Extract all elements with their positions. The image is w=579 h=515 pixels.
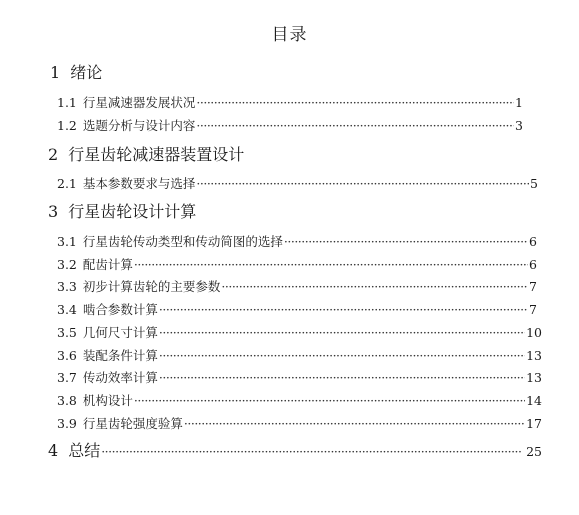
entry-page-number: 14	[526, 393, 542, 408]
dot-leader	[221, 279, 528, 294]
toc-entry-1-2[interactable]	[57, 116, 523, 134]
chapter-title: 行星齿轮设计计算	[68, 202, 197, 221]
toc-entry-3-1[interactable]	[57, 232, 537, 250]
entry-title: 初步计算齿轮的主要参数	[82, 279, 221, 294]
entry-number: 3.7	[57, 370, 77, 385]
toc-entry-3-3[interactable]	[57, 277, 537, 295]
toc-chapter-1[interactable]	[50, 60, 102, 83]
entry-number: 3.8	[57, 393, 77, 408]
entry-title: 行星齿轮传动类型和传动简图的选择	[82, 234, 283, 249]
toc-entry-3-9[interactable]	[57, 414, 542, 432]
entry-title: 行星减速器发展状况	[82, 95, 196, 110]
entry-title: 选题分析与设计内容	[82, 118, 196, 133]
entry-title: 基本参数要求与选择	[82, 176, 196, 191]
chapter-title: 总结	[68, 441, 101, 460]
dot-leader	[196, 95, 514, 110]
toc-entry-1-1[interactable]	[57, 93, 523, 111]
entry-page-number: 3	[515, 118, 523, 133]
dot-leader	[134, 393, 525, 408]
entry-page-number: 7	[529, 302, 537, 317]
entry-page-number: 5	[530, 176, 538, 191]
dot-leader	[196, 176, 529, 191]
entry-number: 3.6	[57, 348, 77, 363]
dot-leader	[284, 234, 528, 249]
dot-leader	[159, 325, 525, 340]
entry-number: 3.5	[57, 325, 77, 340]
entry-page-number: 7	[529, 279, 537, 294]
entry-number: 3.3	[57, 279, 77, 294]
entry-number: 3.2	[57, 257, 77, 272]
entry-title: 配齿计算	[82, 257, 133, 272]
toc-entry-3-4[interactable]	[57, 300, 537, 318]
dot-leader	[159, 302, 528, 317]
entry-page-number: 13	[526, 370, 542, 385]
dot-leader	[134, 257, 528, 272]
chapter-number: 2	[48, 145, 59, 164]
toc-entry-3-7[interactable]	[57, 368, 542, 386]
toc-title: 目录	[271, 25, 308, 45]
toc-chapter-4[interactable]	[48, 438, 542, 461]
toc-chapter-2[interactable]	[48, 142, 244, 165]
chapter-title: 绪论	[70, 63, 103, 82]
toc-entry-3-2[interactable]	[57, 255, 537, 273]
dot-leader	[101, 444, 521, 459]
entry-number: 1.1	[57, 95, 77, 110]
toc-chapter-3[interactable]	[48, 199, 196, 222]
dot-leader	[159, 370, 525, 385]
dot-leader	[196, 118, 514, 133]
entry-number: 1.2	[57, 118, 77, 133]
chapter-title: 行星齿轮减速器装置设计	[68, 145, 245, 164]
entry-number: 2.1	[57, 176, 77, 191]
entry-page-number: 6	[529, 257, 537, 272]
dot-leader	[159, 348, 525, 363]
toc-entry-3-6[interactable]	[57, 346, 542, 364]
entry-title: 机构设计	[82, 393, 133, 408]
entry-title: 几何尺寸计算	[82, 325, 158, 340]
chapter-page-number: 25	[526, 444, 542, 459]
entry-number: 3.1	[57, 234, 77, 249]
entry-page-number: 10	[526, 325, 542, 340]
toc-entry-3-5[interactable]	[57, 323, 542, 341]
entry-page-number: 13	[526, 348, 542, 363]
entry-number: 3.4	[57, 302, 77, 317]
chapter-number: 3	[48, 202, 59, 221]
toc-entry-3-8[interactable]	[57, 391, 542, 409]
entry-page-number: 17	[526, 416, 542, 431]
dot-leader	[184, 416, 525, 431]
entry-title: 传动效率计算	[82, 370, 158, 385]
entry-title: 啮合参数计算	[82, 302, 158, 317]
entry-number: 3.9	[57, 416, 77, 431]
toc-entry-2-1[interactable]	[57, 174, 538, 192]
entry-page-number: 1	[515, 95, 523, 110]
chapter-number: 1	[50, 63, 61, 82]
entry-page-number: 6	[529, 234, 537, 249]
entry-title: 装配条件计算	[82, 348, 158, 363]
chapter-number: 4	[48, 441, 59, 460]
entry-title: 行星齿轮强度验算	[82, 416, 183, 431]
